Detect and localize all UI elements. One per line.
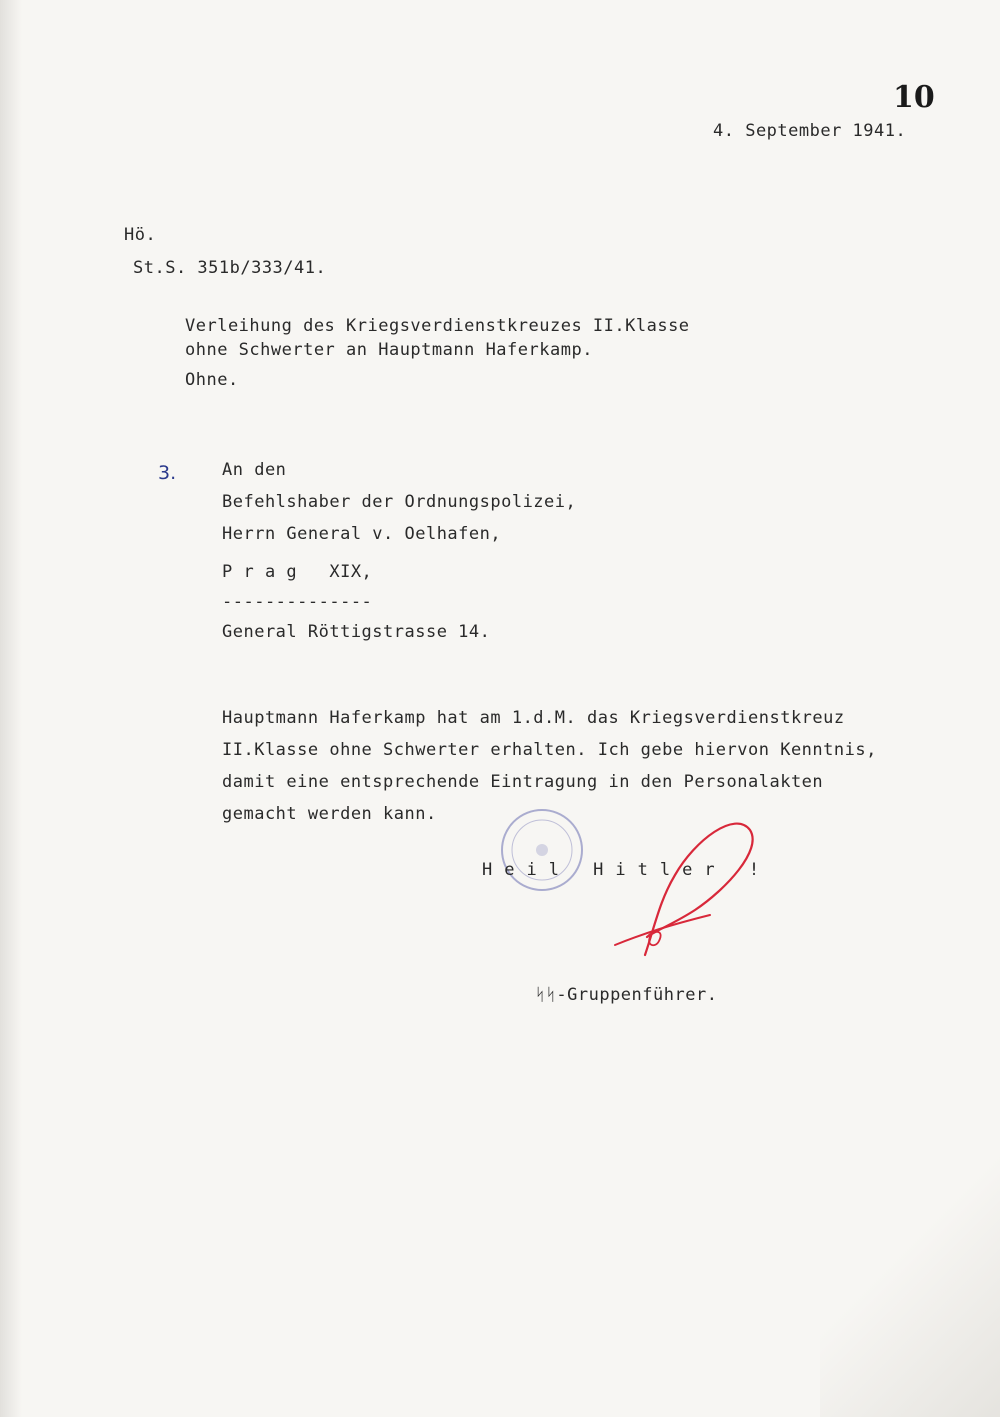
addressee-city-underline: -------------- [222, 592, 373, 612]
file-number: St.S. 351b/333/41. [133, 258, 327, 278]
document-date: 4. September 1941. [713, 121, 907, 141]
attachments-note: Ohne. [185, 370, 239, 390]
handwritten-signature-icon [585, 805, 765, 980]
page-number: 10 [893, 80, 935, 115]
body-line-4: gemacht werden kann. [222, 804, 437, 824]
closing-salutation: Heil Hitler ! [482, 860, 772, 880]
body-line-3: damit eine entsprechende Eintragung in den Personalakten [222, 772, 824, 792]
reference-initials: Hö. [124, 225, 157, 245]
addressee-line-3: Herrn General v. Oelhafen, [222, 524, 502, 544]
subject-line-1: Verleihung des Kriegsverdienstkreuzes II.Klasse [185, 316, 690, 336]
official-stamp-icon [492, 800, 592, 900]
addressee-city: P r a g XIX, [222, 562, 373, 582]
addressee-line-1: An den [222, 460, 287, 480]
subject-line-2: ohne Schwerter an Hauptmann Haferkamp. [185, 340, 593, 360]
addressee-line-2: Befehlshaber der Ordnungspolizei, [222, 492, 577, 512]
item-marker: 3. [158, 462, 177, 484]
body-line-2: II.Klasse ohne Schwerter erhalten. Ich gebe hiervon Kenntnis, [222, 740, 877, 760]
closing-title: ᛋᛋ-Gruppenführer. [535, 985, 718, 1005]
body-line-1: Hauptmann Haferkamp hat am 1.d.M. das Kriegsverdienstkreuz [222, 708, 845, 728]
addressee-street: General Röttigstrasse 14. [222, 622, 491, 642]
